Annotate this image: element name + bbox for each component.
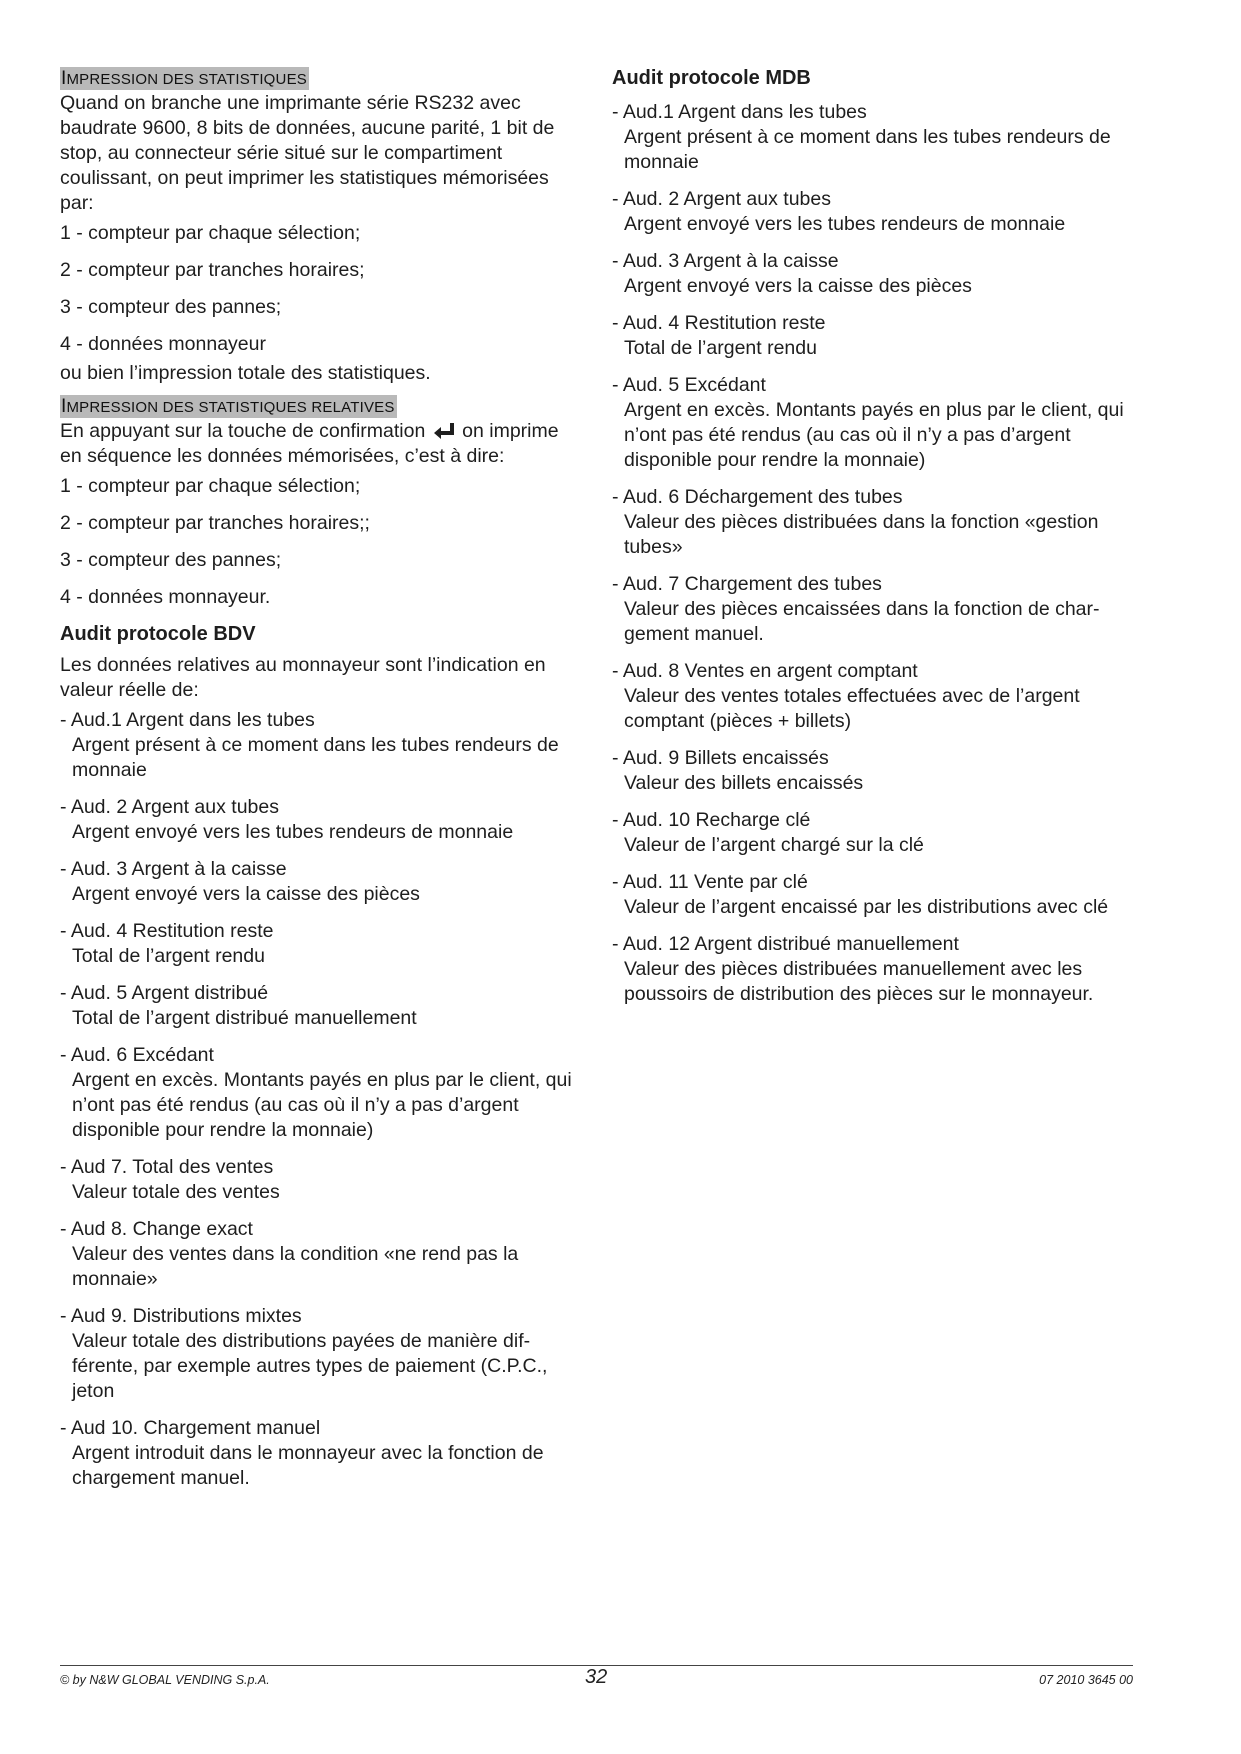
numbered-list — [60, 221, 584, 357]
numbered-list — [60, 474, 584, 610]
audit-item-title: - Aud. 10 Recharge clé — [612, 809, 811, 831]
list-item: 1 - compteur par chaque sélection; — [60, 222, 361, 244]
list-item: 1 - compteur par chaque sélection; — [60, 475, 361, 497]
audit-item — [60, 919, 584, 969]
audit-item — [612, 100, 1146, 175]
audit-item — [60, 1416, 584, 1491]
audit-item — [60, 1155, 584, 1205]
audit-item-title: - Aud. 8 Ventes en argent comptant — [612, 660, 918, 682]
audit-item — [60, 857, 584, 907]
audit-item-description: Total de l’argent rendu — [624, 337, 817, 359]
audit-item — [612, 808, 1146, 858]
audit-item-title: - Aud. 7 Chargement des tubes — [612, 573, 882, 595]
audit-item — [612, 572, 1146, 647]
audit-item-title: - Aud. 3 Argent à la caisse — [612, 250, 839, 272]
audit-item-title: - Aud.1 Argent dans les tubes — [60, 709, 315, 731]
section-title: IMPRESSION DES STATISTIQUES — [61, 68, 307, 89]
audit-item-description: Valeur des billets encaissés — [624, 772, 864, 794]
audit-item-description: Valeur totale des ventes — [72, 1181, 280, 1203]
footer-doc-code: 07 2010 3645 00 — [1039, 1673, 1133, 1687]
footer-copyright: © by N&W GLOBAL VENDING S.p.A. — [60, 1673, 270, 1687]
audit-item-title: - Aud. 12 Argent distribué manuellement — [612, 933, 959, 955]
audit-item-title: - Aud.1 Argent dans les tubes — [612, 101, 867, 123]
audit-item — [60, 981, 584, 1031]
audit-item-description: Argent envoyé vers les tubes rendeurs de monnaie — [72, 821, 514, 843]
audit-item-description: Argent envoyé vers la caisse des pièces — [624, 275, 972, 297]
audit-item-description: Argent présent à ce moment dans les tubes rendeurs de monnaie — [72, 734, 559, 781]
right-column — [612, 66, 1146, 1019]
page-number: 32 — [585, 1666, 608, 1688]
section-impression-statistiques — [60, 66, 584, 386]
list-item: 4 - données monnayeur. — [60, 586, 271, 608]
audit-item-title: - Aud. 6 Déchargement des tubes — [612, 486, 903, 508]
intro-text: En appuyant sur la touche de confirmation — [60, 420, 426, 442]
section-intro — [60, 419, 584, 469]
audit-item-description: Valeur de l’argent encaissé par les distributions avec clé — [624, 896, 1109, 918]
audit-item — [60, 1217, 584, 1292]
audit-item — [60, 795, 584, 845]
audit-item-title: - Aud. 11 Vente par clé — [612, 871, 808, 893]
audit-item-title: - Aud. 9 Billets encaissés — [612, 747, 829, 769]
audit-item — [60, 708, 584, 783]
section-audit-bdv — [60, 622, 584, 1491]
audit-item-title: - Aud. 6 Excédant — [60, 1044, 214, 1066]
audit-item-title: - Aud 8. Change exact — [60, 1218, 253, 1240]
audit-item-title: - Aud. 2 Argent aux tubes — [60, 796, 279, 818]
audit-item-description: Argent présent à ce moment dans les tubes rendeurs de monnaie — [624, 126, 1111, 173]
enter-key-icon — [433, 422, 455, 440]
audit-item — [612, 659, 1146, 734]
audit-item-title: - Aud. 4 Restitution reste — [60, 920, 274, 942]
audit-item-description: Argent en excès. Montants payés en plus par le client, qui n’ont pas été rendus (au cas où il n’y a pas d’argent disponible pour rendre la monnaie) — [624, 399, 1124, 471]
audit-item-title: - Aud. 5 Excédant — [612, 374, 766, 396]
audit-item-title: - Aud 7. Total des ventes — [60, 1156, 274, 1178]
audit-item — [612, 311, 1146, 361]
audit-item-description: Total de l’argent rendu — [72, 945, 265, 967]
section-heading: Audit protocole MDB — [612, 67, 811, 89]
intro-text: on imprime en séquence les données mémorisées, c’est à dire: — [60, 420, 559, 467]
list-item: 2 - compteur par tranches horaires; — [60, 259, 365, 281]
audit-item — [60, 1043, 584, 1143]
audit-item-description: Argent envoyé vers la caisse des pièces — [72, 883, 420, 905]
audit-item-title: - Aud. 5 Argent distribué — [60, 982, 269, 1004]
audit-item-description: Argent introduit dans le monnayeur avec la fonction de chargement manuel. — [72, 1442, 544, 1489]
section-outro: ou bien l’impression totale des statistiques. — [60, 362, 431, 384]
section-audit-mdb — [612, 66, 1146, 1007]
audit-item — [612, 373, 1146, 473]
audit-item-description: Valeur des ventes totales effectuées avec de l’argent comptant (pièces + billets) — [624, 685, 1080, 732]
audit-item — [60, 1304, 584, 1404]
list-item: 3 - compteur des pannes; — [60, 549, 282, 571]
audit-item-description: Valeur des ventes dans la condition «ne rend pas la monnaie» — [72, 1243, 519, 1290]
audit-item-description: Valeur des pièces encaissées dans la fonction de char-gement manuel. — [624, 598, 1100, 645]
audit-item — [612, 870, 1146, 920]
list-item: 4 - données monnayeur — [60, 333, 266, 355]
left-column — [60, 66, 584, 1503]
list-item: 3 - compteur des pannes; — [60, 296, 282, 318]
section-title: IMPRESSION DES STATISTIQUES RELATIVES — [61, 396, 395, 417]
audit-item — [612, 249, 1146, 299]
section-heading: Audit protocole BDV — [60, 623, 256, 645]
audit-item-description: Valeur de l’argent chargé sur la clé — [624, 834, 924, 856]
audit-list — [612, 100, 1146, 1007]
audit-item-title: - Aud. 4 Restitution reste — [612, 312, 826, 334]
audit-item-description: Argent en excès. Montants payés en plus par le client, qui n’ont pas été rendus (au cas où il n’y a pas d’argent disponible pour rendre la monnaie) — [72, 1069, 572, 1141]
audit-item-title: - Aud 9. Distributions mixtes — [60, 1305, 302, 1327]
audit-item-description: Total de l’argent distribué manuellement — [72, 1007, 417, 1029]
audit-item — [612, 187, 1146, 237]
list-item: 2 - compteur par tranches horaires;; — [60, 512, 370, 534]
audit-item-description: Valeur des pièces distribuées manuellement avec les poussoirs de distribution des pièces sur le monnayeur. — [624, 958, 1094, 1005]
audit-item — [612, 485, 1146, 560]
audit-item-title: - Aud. 2 Argent aux tubes — [612, 188, 831, 210]
audit-list — [60, 708, 584, 1491]
section-impression-relatives — [60, 394, 584, 610]
audit-item — [612, 746, 1146, 796]
audit-item-description: Argent envoyé vers les tubes rendeurs de monnaie — [624, 213, 1066, 235]
section-intro: Les données relatives au monnayeur sont l’indication en valeur réelle de: — [60, 654, 546, 701]
audit-item — [612, 932, 1146, 1007]
audit-item-description: Valeur totale des distributions payées de manière dif-férente, par exemple autres types de paiement (C.P.C., jeton — [72, 1330, 548, 1402]
audit-item-title: - Aud 10. Chargement manuel — [60, 1417, 321, 1439]
audit-item-title: - Aud. 3 Argent à la caisse — [60, 858, 287, 880]
section-intro: Quand on branche une imprimante série RS232 avec baudrate 9600, 8 bits de données, aucune parité, 1 bit de stop, au connecteur série situé sur le compartiment coulissant, on peut imprimer les statistiques mémorisées par: — [60, 92, 555, 214]
audit-item-description: Valeur des pièces distribuées dans la fonction «gestion tubes» — [624, 511, 1099, 558]
